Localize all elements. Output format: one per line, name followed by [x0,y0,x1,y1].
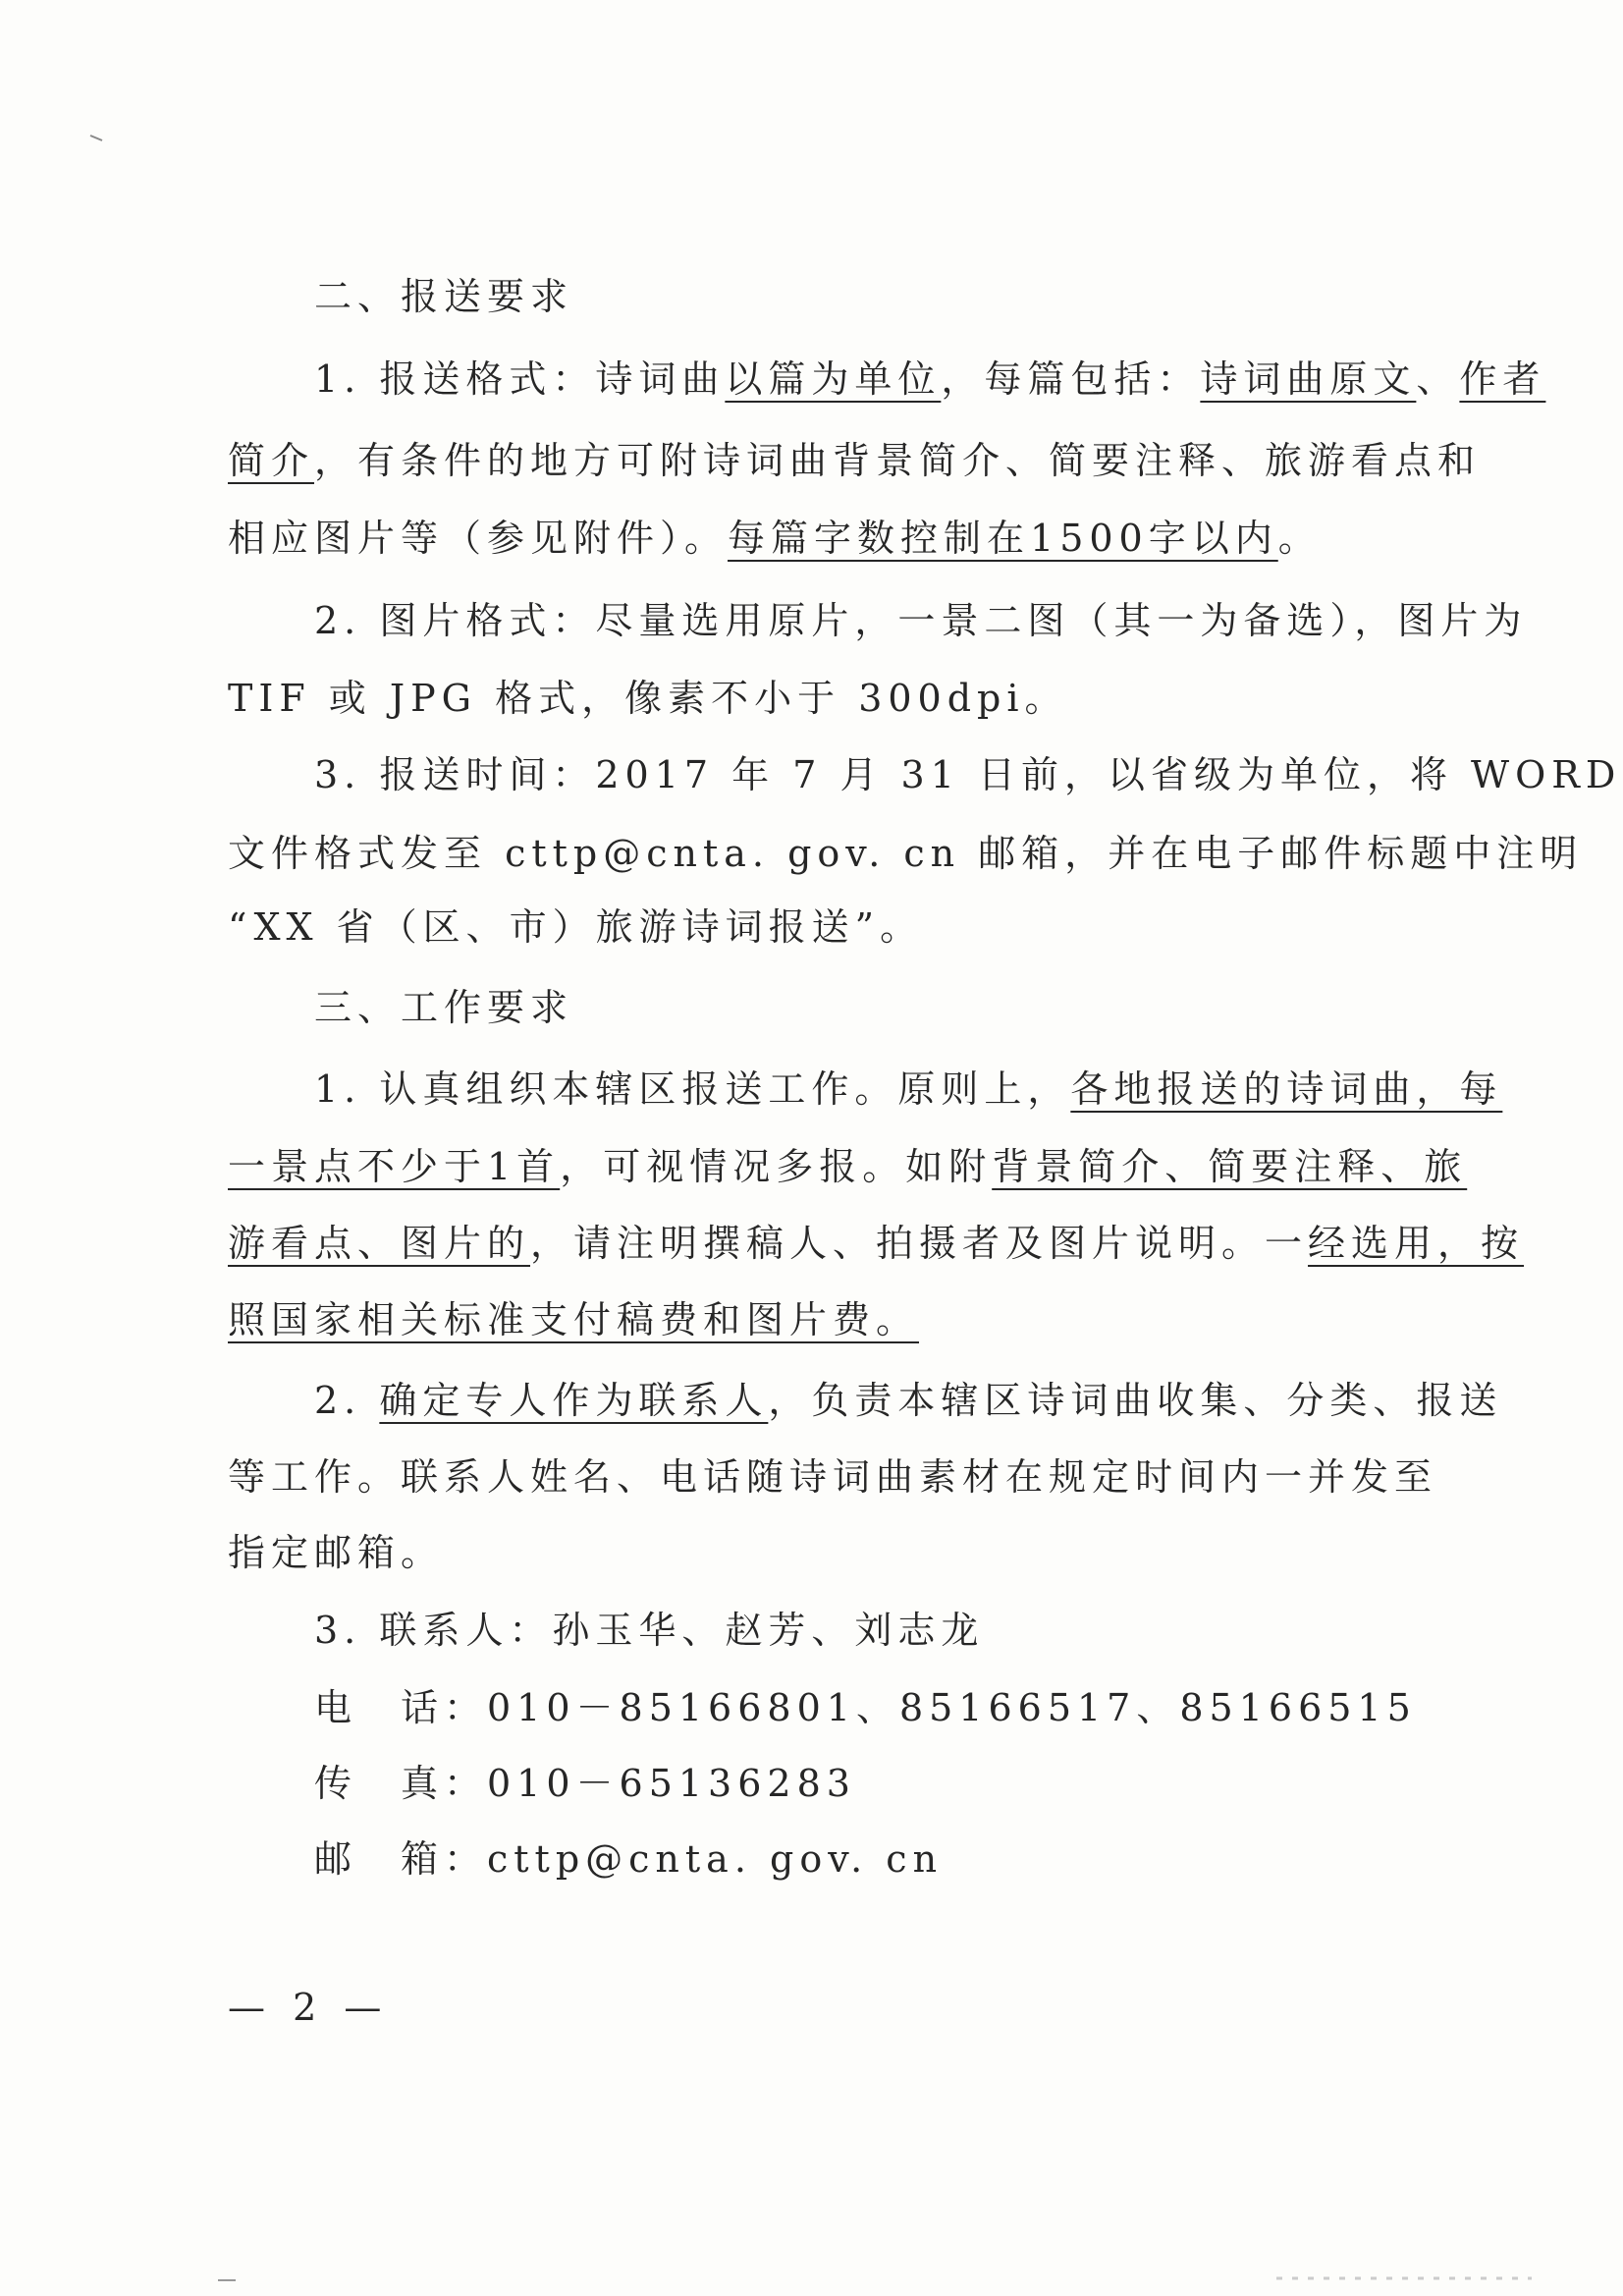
scan-speck [90,136,102,140]
underlined-text: 背景简介、简要注释、旅 [992,1145,1468,1188]
text-span: 相应图片等（参见附件）。 [228,517,729,560]
text-span: 2. [314,1379,380,1422]
paragraph-line: 2. 图片格式：尽量选用原片，一景二图（其一为备选），图片为 [314,599,1528,642]
underlined-text: 一景点不少于1首 [228,1145,561,1188]
text-span: ，有条件的地方可附诗词曲背景简介、简要注释、旅游看点和 [314,439,1482,482]
underlined-text: 作者 [1459,357,1546,401]
paragraph-line: 3. 报送时间：2017 年 7 月 31 日前，以省级为单位，将 WORD [314,753,1622,796]
text-span: 1. 认真组织本辖区报送工作。原则上， [314,1067,1071,1111]
contact-line: 3. 联系人：孙玉华、赵芳、刘志龙 [314,1609,985,1652]
underlined-text: 确定专人作为联系人 [379,1379,769,1422]
text-span: 、 [1416,357,1460,401]
paragraph-line: 等工作。联系人姓名、电话随诗词曲素材在规定时间内一并发至 [228,1455,1438,1499]
paragraph-line: 文件格式发至 cttp@cnta. gov. cn 邮箱，并在电子邮件标题中注明 [228,832,1584,875]
text-span: 。 [1277,517,1322,560]
phone-line: 电 话：010－85166801、85166517、85166515 [314,1686,1417,1729]
paragraph-line: TIF 或 JPG 格式，像素不小于 300dpi。 [228,677,1068,720]
paragraph-line: 指定邮箱。 [228,1531,445,1574]
underlined-text: 各地报送的诗词曲，每 [1070,1067,1503,1111]
email-line: 邮 箱：cttp@cnta. gov. cn [314,1837,944,1881]
underlined-text: 照国家相关标准支付稿费和图片费。 [228,1298,920,1341]
section-heading-3: 三、工作要求 [314,986,574,1029]
underlined-text: 经选用，按 [1308,1222,1525,1265]
text-span: ，请注明撰稿人、拍摄者及图片说明。一 [530,1222,1309,1265]
underlined-text: 每篇字数控制在1500字以内 [728,517,1278,560]
text-span: ，每篇包括： [941,357,1201,401]
text-span: 1. 报送格式：诗词曲 [314,357,726,401]
underlined-text: 游看点、图片的 [228,1222,531,1265]
section-heading-2: 二、报送要求 [314,275,574,318]
underlined-text: 诗词曲原文 [1200,357,1417,401]
text-span: ，可视情况多报。如附 [560,1145,993,1188]
fax-line: 传 真：010－65136283 [314,1762,856,1805]
text-span: ，负责本辖区诗词曲收集、分类、报送 [768,1379,1503,1422]
underlined-text: 以篇为单位 [725,357,942,401]
underlined-text: 简介 [228,439,315,482]
page-number: — 2 — [228,1986,390,2029]
paragraph-line: “XX 省（区、市）旅游诗词报送”。 [228,905,924,949]
